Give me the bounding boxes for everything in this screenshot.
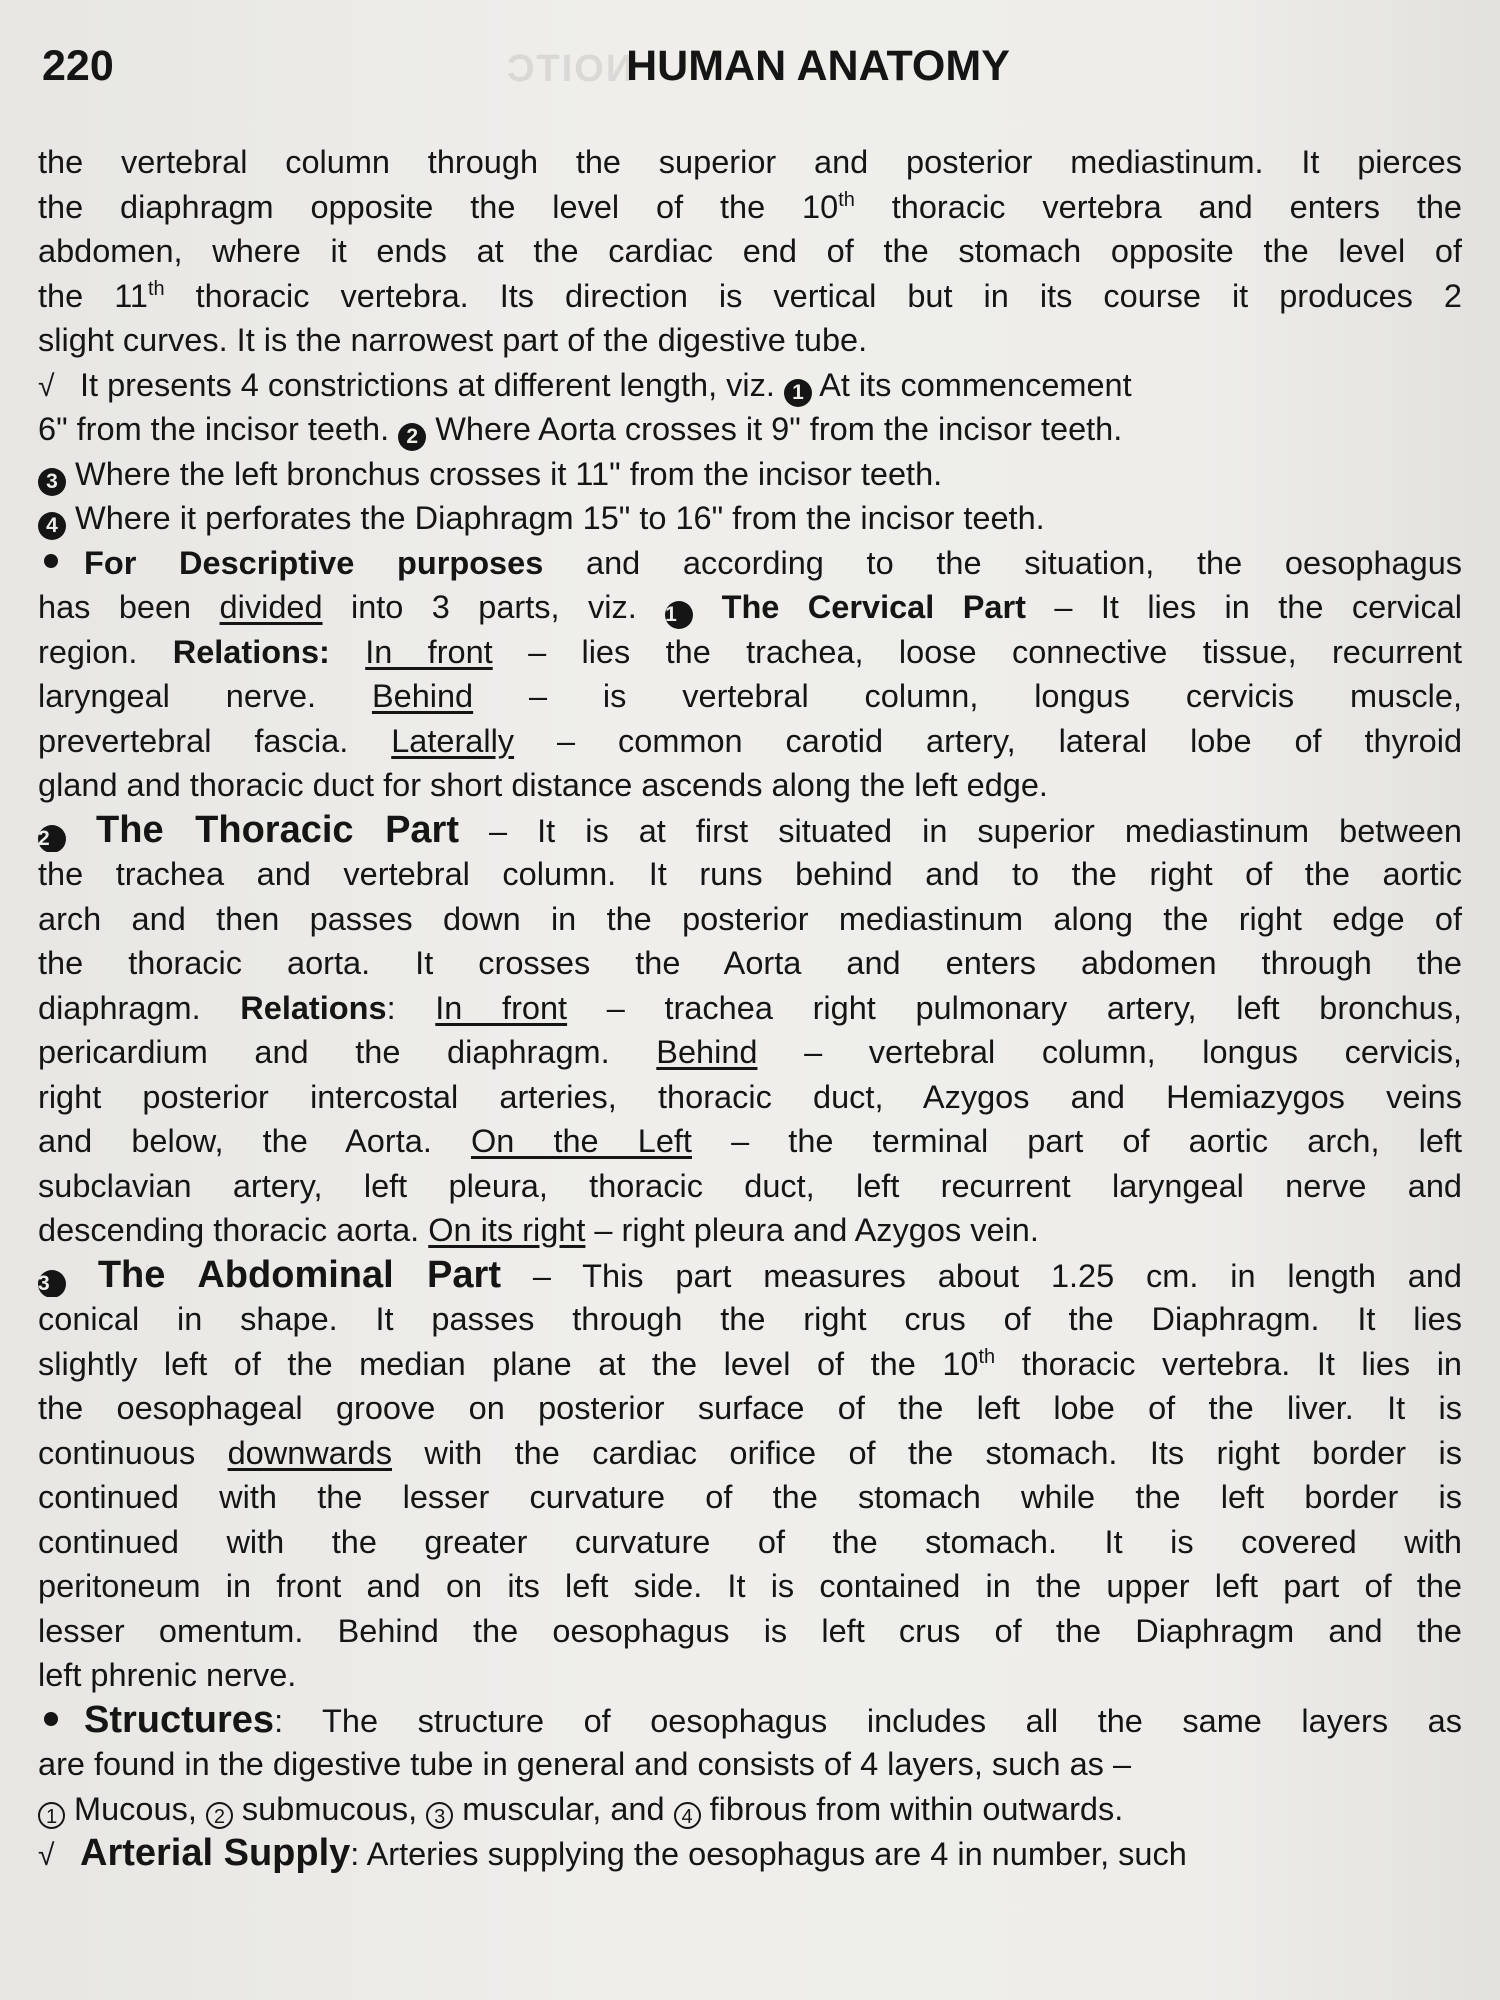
subsection-heading: The Cervical Part: [721, 589, 1026, 625]
text-line: right posterior intercostal arteries, thoracic duct, Azygos and Hemiazygos veins: [38, 1078, 1462, 1115]
text-line: Structures: The structure of oesophagus includes all the same layers as: [38, 1698, 1462, 1743]
constriction-line: 4 Where it perforates the Diaphragm 15" to 16" from the incisor teeth.: [38, 496, 1462, 541]
number-circle-icon: 3: [38, 1270, 66, 1298]
check-mark-icon: √: [38, 1839, 55, 1872]
text-line: the 11th thoracic vertebra. Its direction is vertical but in its course it produces 2: [38, 277, 1462, 314]
text-line: abdomen, where it ends at the cardiac end of the stomach opposite the level of: [38, 233, 1462, 269]
text-line: descending thoracic aorta. On its right – right pleura and Azygos vein.: [38, 1212, 1039, 1248]
constriction-line: 3 Where the left bronchus crosses it 11" from the incisor teeth.: [38, 452, 1462, 497]
section-heading: Structures: [84, 1698, 275, 1741]
number-circle-icon: 1: [784, 379, 812, 407]
constriction-line: 6" from the incisor teeth. 2 Where Aorta crosses it 9" from the incisor teeth.: [38, 407, 1462, 452]
text-line: left phrenic nerve.: [38, 1657, 297, 1693]
number-circle-icon: 3: [38, 468, 66, 496]
text-line: the trachea and vertebral column. It runs behind and to the right of the aortic: [38, 856, 1462, 892]
text-line: pericardium and the diaphragm. Behind – vertebral column, longus cervicis,: [38, 1034, 1462, 1070]
section-heading: Arterial Supply: [80, 1832, 351, 1874]
text-line: the oesophageal groove on posterior surface of the left lobe of the liver. It is: [38, 1390, 1462, 1426]
number-circle-outline-icon: 4: [674, 1802, 701, 1829]
text-line: For Descriptive purposes and according to the situation, the oesophagus: [38, 541, 1462, 586]
text-line: region. Relations: In front – lies the trachea, loose connective tissue, recurrent: [38, 633, 1462, 670]
text-line: peritoneum in front and on its left side. It is contained in the upper left part of the: [38, 1568, 1462, 1604]
text-line: subclavian artery, left pleura, thoracic duct, left recurrent laryngeal nerve and: [38, 1167, 1462, 1204]
text-line: arch and then passes down in the posterior mediastinum along the right edge of: [38, 900, 1462, 937]
text-line: are found in the digestive tube in general and consists of 4 layers, such as –: [38, 1746, 1132, 1782]
check-mark-icon: √: [38, 369, 55, 403]
number-circle-outline-icon: 3: [426, 1802, 453, 1829]
number-circle-icon: 1: [665, 601, 693, 629]
constriction-line: √ It presents 4 constrictions at different length, viz. 1 At its commencement: [38, 363, 1462, 408]
text-line: the thoracic aorta. It crosses the Aorta and enters abdomen through the: [38, 945, 1462, 981]
subsection-heading: The Thoracic Part: [96, 808, 460, 851]
text-line: 3 The Abdominal Part – This part measures about 1.25 cm. in length and: [38, 1253, 1462, 1296]
number-circle-icon: 2: [398, 423, 426, 451]
number-circle-outline-icon: 1: [38, 1802, 65, 1829]
page-header: [42, 42, 1454, 92]
section-heading: For Descriptive purposes: [84, 544, 544, 581]
bullet-icon: [44, 1712, 58, 1726]
text-line: continued with the lesser curvature of the stomach while the left border is: [38, 1479, 1462, 1515]
text-line: gland and thoracic duct for short distance ascends along the left edge.: [38, 767, 1048, 803]
number-circle-outline-icon: 2: [206, 1802, 233, 1829]
page-number: 220: [42, 42, 114, 90]
subsection-heading: The Abdominal Part: [97, 1253, 501, 1296]
text-line: laryngeal nerve. Behind – is vertebral column, longus cervicis muscle,: [38, 678, 1462, 714]
text-line: √ Arterial Supply: Arteries supplying the oesophagus are 4 in number, such: [38, 1831, 1462, 1876]
number-circle-icon: 4: [38, 512, 66, 540]
text-line: continued with the greater curvature of the stomach. It is covered with: [38, 1523, 1462, 1560]
text-line: diaphragm. Relations: In front – trachea right pulmonary artery, left bronchus,: [38, 989, 1462, 1026]
text-line: slightly left of the median plane at the level of the 10th thoracic vertebra. It lies in: [38, 1345, 1462, 1382]
text-line: slight curves. It is the narrowest part of the digestive tube.: [38, 322, 868, 358]
text-line: conical in shape. It passes through the right crus of the Diaphragm. It lies: [38, 1301, 1462, 1337]
text-line: the diaphragm opposite the level of the 10th thoracic vertebra and enters the: [38, 188, 1462, 225]
text-line: the vertebral column through the superior and posterior mediastinum. It pierces: [38, 144, 1462, 180]
text-line: and below, the Aorta. On the Left – the terminal part of aortic arch, left: [38, 1123, 1462, 1159]
text-line: continuous downwards with the cardiac orifice of the stomach. Its right border is: [38, 1434, 1462, 1471]
text-line: has been divided into 3 parts, viz. 1 The Cervical Part – It lies in the cervical: [38, 585, 1462, 630]
text-line: lesser omentum. Behind the oesophagus is left crus of the Diaphragm and the: [38, 1612, 1462, 1649]
running-title: HUMAN ANATOMY: [626, 42, 1010, 90]
text-line: prevertebral fascia. Laterally – common carotid artery, lateral lobe of thyroid: [38, 722, 1462, 759]
text-line: 2 The Thoracic Part – It is at first situated in superior mediastinum between: [38, 808, 1462, 851]
show-through-text: NOITC: [505, 48, 634, 90]
text-line: 1 Mucous, 2 submucous, 3 muscular, and 4 fibrous from within outwards.: [38, 1787, 1462, 1832]
number-circle-icon: 2: [38, 825, 66, 853]
body-text: [38, 140, 1462, 1876]
bullet-icon: [44, 554, 58, 568]
